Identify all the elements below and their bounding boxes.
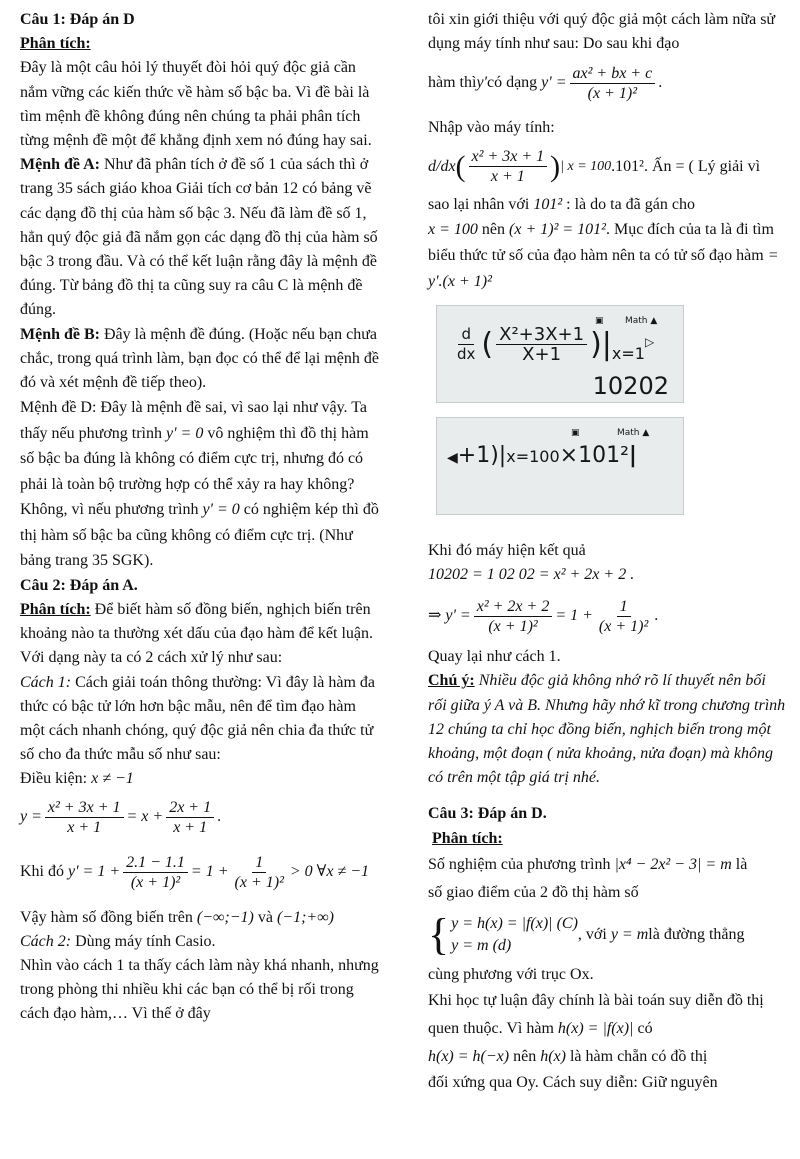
- q3-paragraph-5: [428, 1043, 788, 1071]
- form-lhs: y' =: [541, 74, 567, 92]
- statement-d-text-1: Mệnh đề D: Đây là mệnh đề sai, vì sao lại như vậy. Ta thấy nếu phương trình: [20, 399, 368, 442]
- calculator-screen-1: [436, 305, 684, 403]
- eq-y-den-2: x + 1: [173, 819, 208, 837]
- q3-paragraph-1: [428, 851, 788, 879]
- system-after-text-2: là đường thẳng: [648, 925, 745, 943]
- calc1-ddx: $\frac{d}{dx}$: [457, 325, 476, 364]
- q1-paragraph: Đây là một câu hỏi lý thuyết đòi hỏi quý độc giả cần nắm vững các kiến thức về hàm số bậc ba. Vì đề bài là tìm mệnh đề không đúng nên chúng ta phải phân tích từng mệnh đề một để khẳng định xem nó đúng hay sai.: [20, 59, 372, 150]
- statement-d-text-2: vô nghiệm thì đồ thị hàm số bậc ba đúng là không có điểm cực trị, nhưng đó có phải là toàn bộ trường hợp có thể xảy ra hay không? Không, vì nếu phương trình: [20, 424, 369, 519]
- form-num: ax² + bx + c: [570, 64, 656, 84]
- system-line-1: y = h(x) = |f(x)| (C): [451, 914, 578, 932]
- form-end: .: [658, 74, 663, 92]
- q1-statement-d: [20, 395, 382, 574]
- q3-paragraph-6: đối xứng qua Oy. Cách suy diễn: Giữ nguyên: [428, 1074, 718, 1092]
- system-after-eq: y = m: [610, 925, 649, 943]
- q3-p1-text: Số nghiệm của phương trình: [428, 855, 615, 873]
- calc-input-mul: .101²: [611, 157, 644, 175]
- note-paragraph: [428, 669, 788, 790]
- eq-d-frac-1: [123, 853, 188, 892]
- calc1-paren-open: (: [481, 326, 494, 362]
- system-of-equations: [428, 909, 578, 959]
- statement-a-text: Như đã phân tích ở đề số 1 của sách thì ở trang 35 sách giáo khoa Giải tích cơ bản 12 có bảng vẽ các dạng đồ thị của hàm số bậc 3. Nếu đã làm đề số 1, hẳn quý độc giả đã nắm gọn các dạng đồ thị của hàm số bậc 3 trong đầu. Và có thể kết luận rằng đây là mệnh đề đúng. Từ bảng đồ thị ta cũng suy ra câu C là mệnh đề đúng.: [20, 156, 378, 319]
- calc-mode-label: Math ▲: [625, 315, 658, 326]
- calc-input-at: | x = 100: [560, 158, 612, 174]
- conclusion-and: và: [253, 908, 277, 926]
- q2-method-2: [20, 930, 382, 954]
- calc1-cursor-icon: ▷: [644, 334, 655, 349]
- statement-d-text-3: có nghiệm kép thì đồ thị hàm số bậc ba cũng không có điểm cực trị. (Như bảng trang 35 SGK).: [20, 501, 379, 570]
- q3-p5-eq: h(x) = h(−x): [428, 1048, 510, 1066]
- calc1-num: X²+3X+1: [496, 325, 587, 345]
- statement-b-heading: Mệnh đề B:: [20, 325, 100, 343]
- eq-y-num-1: x² + 3x + 1: [45, 798, 124, 818]
- paren-close: ): [550, 149, 561, 183]
- derivative-form: [428, 56, 788, 110]
- result-label: Khi đó máy hiện kết quả: [428, 541, 586, 559]
- assign-eq-2: (x + 1)² = 101²: [509, 220, 606, 238]
- q3-p4-end: có: [633, 1020, 653, 1038]
- imp-den-1: (x + 1)²: [488, 617, 538, 635]
- system-line-2: y = m (d): [451, 936, 512, 954]
- calc-input-text: . Ấn = ( Lý giải vì: [643, 157, 761, 175]
- imp-den-2: (x + 1)²: [598, 617, 649, 635]
- eq-y-lhs: y =: [20, 808, 42, 826]
- calc2-mode-label: Math ▲: [617, 427, 650, 438]
- q2-methods-intro: Với dạng này ta có 2 cách xử lý như sau:: [20, 649, 283, 667]
- method-2-text: Dùng máy tính Casio.: [71, 932, 216, 950]
- right-intro: tôi xin giới thiệu với quý độc giả một cách làm nữa sử dụng máy tính như sau: Do sau khi đạo: [428, 11, 776, 53]
- q2-conclusion: [20, 906, 382, 930]
- imp-end: .: [654, 607, 659, 625]
- q2-method-1: [20, 671, 382, 768]
- calc1-result: 10202: [592, 371, 669, 400]
- q3-paragraph-4: [428, 987, 788, 1043]
- calc-derivative-op: d/dx: [428, 157, 456, 175]
- equation-derivative: [20, 844, 382, 902]
- assign-eq-3: = y'.(x + 1)²: [428, 246, 779, 290]
- eq-y-den-1: x + 1: [67, 819, 102, 837]
- q3-paragraph-2: số giao điểm của 2 đồ thị hàm số: [428, 883, 639, 901]
- eq-d-lhs: y' = 1 +: [68, 863, 121, 881]
- eq-d-den-2: (x + 1)²: [234, 874, 284, 892]
- why-multiply: [428, 193, 788, 217]
- calc-input-den: x + 1: [490, 168, 525, 186]
- eq-y-mid: = x +: [126, 808, 164, 826]
- calc2-sub: x=100: [506, 446, 560, 466]
- left-column: [20, 8, 382, 1027]
- eq-d-label: Khi đó: [20, 863, 64, 881]
- method-2-heading: Cách 2:: [20, 932, 72, 950]
- form-den: (x + 1)²: [587, 84, 638, 102]
- eq-d-mid: = 1 +: [190, 863, 229, 881]
- q3-p4-text: Khi học tự luận đây chính là bài toán suy diễn đồ thị quen thuộc. Vì hàm: [428, 992, 764, 1038]
- calc-input-num: x² + 3x + 1: [469, 147, 548, 167]
- calc2-left-arrow-icon: ◀: [447, 449, 458, 466]
- imp-lhs: ⇒ y' =: [428, 607, 471, 625]
- q2-condition: [20, 767, 382, 791]
- form-frac: [570, 64, 656, 103]
- q3-title: Câu 3: Đáp án D.: [428, 805, 547, 823]
- method-1-text: Cách giải toán thông thường: Vì đây là hàm đa thức có bậc tử lớn hơn bậc mẫu, nên để tìm đạo hàm một cách nhanh chóng, quý độc giả nên chia đa thức tử số cho đa thức mẫu số như sau:: [20, 673, 375, 764]
- q3-p5-eq-2: h(x): [540, 1048, 566, 1066]
- equation-y-division: [20, 792, 382, 844]
- imp-num-2: 1: [617, 597, 631, 617]
- back-to-method-1: Quay lại như cách 1.: [428, 648, 561, 666]
- calc2-cursor: |: [628, 442, 637, 468]
- q3-analysis-heading: Phân tích:: [432, 829, 503, 847]
- eq-y-num-2: 2x + 1: [166, 798, 214, 818]
- right-column: [428, 8, 788, 1095]
- interval-1: (−∞;−1): [196, 908, 254, 926]
- imp-mid: = 1 +: [555, 607, 593, 625]
- calc-input-expression: [428, 141, 788, 193]
- calc1-expression: [451, 324, 654, 366]
- note-heading: Chú ý:: [428, 672, 475, 690]
- calc-input-frac: [469, 147, 548, 186]
- q3-p5-end: là hàm chẵn có đồ thị: [565, 1048, 708, 1066]
- implication-equation: [428, 587, 788, 645]
- q2-analysis: [20, 598, 382, 646]
- q3-p5-text: nên: [509, 1048, 541, 1066]
- input-label: Nhập vào máy tính:: [428, 119, 555, 137]
- eq-d-den-1: (x + 1)²: [130, 874, 181, 892]
- assignment-paragraph: [428, 217, 788, 295]
- statement-b-text: Đây là mệnh đề đúng. (Hoặc nếu bạn chưa chắc, trong quá trình làm, bạn đọc có thể để lại mệnh đề đó và xét mệnh đề tiếp theo).: [20, 325, 379, 392]
- note-text: Nhiều độc giả không nhớ rõ lí thuyết nên bối rối giữa ý A và B. Nhưng hãy nhớ kĩ trong chương trình 12 chúng ta chỉ học đồng biến, nghịch biến trong một khoảng, một đoạn ( nửa khoảng, nửa đoạn) mà không có trên một tập giá trị nhé.: [428, 672, 786, 787]
- statement-d-eq-2: y' = 0: [202, 501, 240, 519]
- calc2-expr: +1)|: [457, 442, 507, 468]
- q2-title: Câu 2: Đáp án A.: [20, 576, 138, 594]
- q3-p4-eq: h(x) = |f(x)|: [557, 1020, 634, 1038]
- calc1-paren-close: )|: [590, 326, 612, 362]
- assign-eq: x = 100: [428, 220, 478, 238]
- calc2-indicator-icon: ▣: [571, 427, 580, 438]
- condition-eq: x ≠ −1: [91, 770, 134, 788]
- form-y: y': [476, 74, 487, 92]
- eq-d-frac-2: [232, 853, 287, 892]
- form-mid: có dạng: [486, 74, 538, 92]
- system-after-text: , với: [577, 925, 607, 943]
- eq-y-frac-2: [166, 798, 214, 837]
- why-text: sao lại nhân với: [428, 195, 534, 213]
- calc2-expression: [447, 444, 637, 470]
- eq-d-num-1: 2.1 − 1.1: [123, 853, 188, 873]
- q3-p1-eq: |x⁴ − 2x² − 3| = m: [614, 855, 732, 873]
- imp-num-1: x² + 2x + 2: [474, 597, 553, 617]
- assign-text: nên: [477, 220, 510, 238]
- q3-p1-end: là: [731, 855, 748, 873]
- calc1-at: x=1: [611, 343, 645, 363]
- calc-indicator-icon: ▣: [595, 315, 604, 326]
- condition-label: Điều kiện:: [20, 770, 92, 788]
- q1-statement-b: [20, 323, 382, 396]
- form-text: hàm thì: [428, 74, 477, 92]
- imp-frac-1: [474, 597, 553, 636]
- why-value: 101²: [533, 195, 563, 213]
- q3-paragraph-3: cùng phương với trục Ox.: [428, 965, 594, 983]
- q2-analysis-heading: Phân tích:: [20, 600, 91, 618]
- imp-frac-2: [596, 597, 651, 636]
- method-1-heading: Cách 1:: [20, 673, 72, 691]
- interval-2: (−1;+∞): [276, 908, 334, 926]
- q1-analysis-heading: Phân tích:: [20, 35, 91, 53]
- why-text-2: : là do ta đã gán cho: [562, 195, 695, 213]
- brace-icon: {: [428, 909, 450, 959]
- eq-d-num-2: 1: [252, 853, 266, 873]
- q2-analysis-text: Để biết hàm số đồng biến, nghịch biến trên khoảng nào ta thường xét dấu của đạo hàm để kết luận.: [20, 600, 374, 643]
- assign-text-2: . Mục đích của ta là đi tìm biểu thức tử số của đạo hàm nên ta có tử số đạo hàm: [428, 220, 774, 264]
- paren-open: (: [455, 149, 466, 183]
- calc1-frac: [496, 325, 587, 364]
- result-equation: 10202 = 1 02 02 = x² + 2x + 2 .: [428, 566, 635, 584]
- conclusion-text: Vậy hàm số đồng biến trên: [20, 908, 197, 926]
- q3-system: [428, 907, 788, 963]
- calculator-screen-2: [436, 417, 684, 515]
- q2-method-2-paragraph: Nhìn vào cách 1 ta thấy cách làm này khá nhanh, nhưng trong phòng thi nhiều khi các bạn có thể bị rối trong cách đạo hàm,… Vì thế ở đây: [20, 956, 379, 1023]
- eq-d-end: > 0 ∀x ≠ −1: [289, 863, 370, 881]
- statement-d-eq-1: y' = 0: [166, 424, 204, 442]
- eq-y-end: .: [217, 808, 222, 826]
- statement-a-heading: Mệnh đề A:: [20, 156, 100, 174]
- q1-statement-a: [20, 153, 382, 322]
- eq-y-frac-1: [45, 798, 124, 837]
- q1-title: Câu 1: Đáp án D: [20, 11, 135, 28]
- calc1-den: X+1: [522, 344, 562, 366]
- calc2-tail: ×101²: [559, 442, 629, 468]
